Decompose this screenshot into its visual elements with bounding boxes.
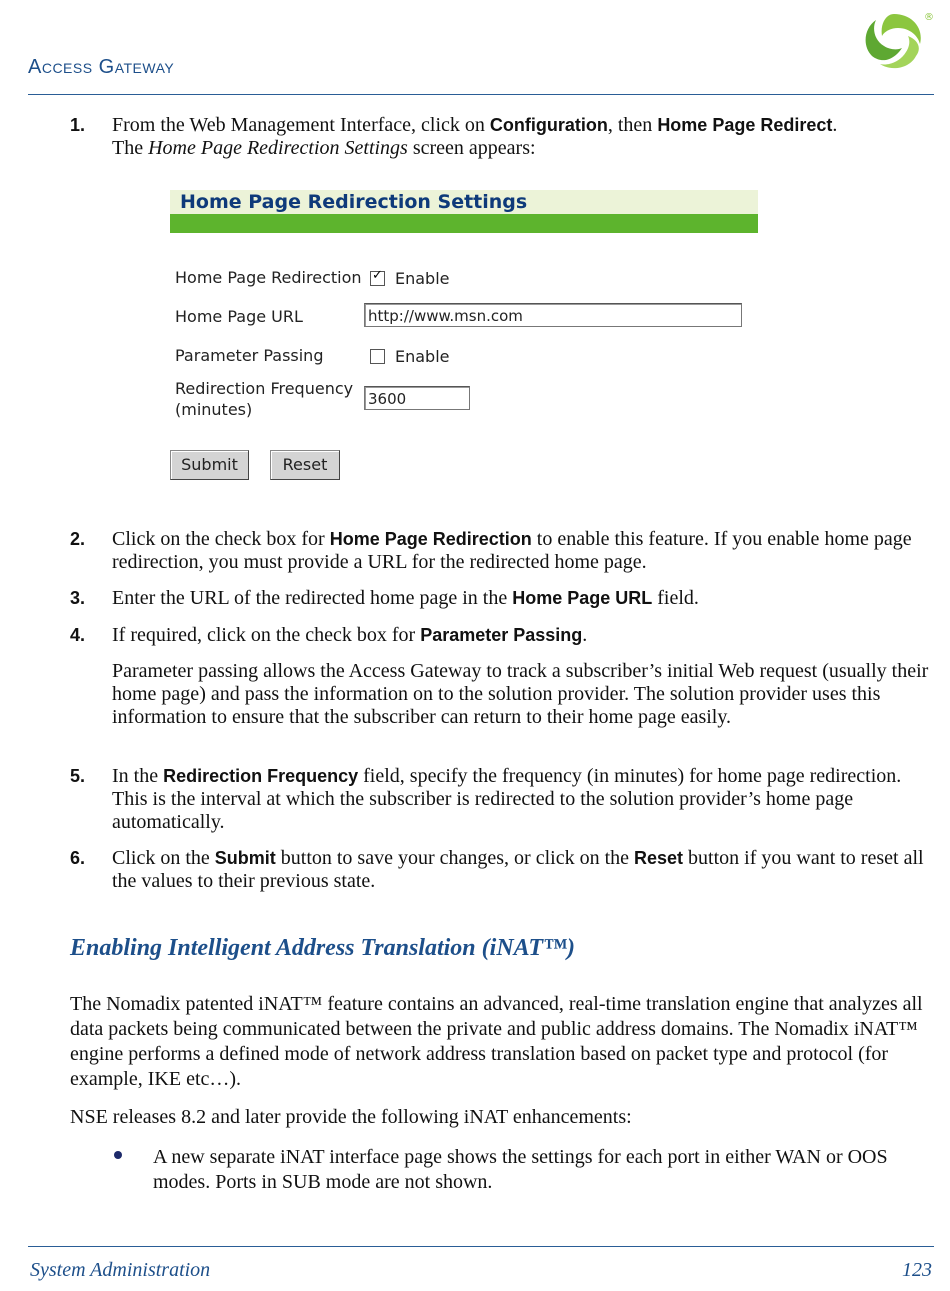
submit-button[interactable]: Submit <box>170 450 249 480</box>
step-number: 5. <box>70 766 86 786</box>
url-label: Home Page URL <box>175 307 303 326</box>
redirection-label: Home Page Redirection <box>175 268 362 287</box>
parameter-passing-checkbox[interactable] <box>370 349 385 364</box>
registered-mark: ® <box>924 12 934 23</box>
step-text: Click on the check box for Home Page Redirection to enable this feature. If you enable home page redirection, you must provide a URL for the redirected home page. <box>112 528 912 573</box>
step-number: 2. <box>70 529 86 549</box>
redirection-enable-label: Enable <box>395 269 450 288</box>
step-text: From the Web Management Interface, click on Configuration, then Home Page Redirect. The Home Page Redirection Settings screen appears: <box>112 114 838 159</box>
param-enable-label: Enable <box>395 347 450 366</box>
bullet-item: A new separate iNAT interface page shows the settings for each port in either WAN or OOS modes. Ports in SUB mode are not shown. <box>153 1146 888 1193</box>
step-text: If required, click on the check box for Parameter Passing. <box>112 624 588 646</box>
footer-section-title: System Administration <box>30 1259 211 1281</box>
footer-rule <box>28 1246 934 1247</box>
step-number: 6. <box>70 848 86 868</box>
reset-button[interactable]: Reset <box>270 450 340 480</box>
step-text: In the Redirection Frequency field, specify the frequency (in minutes) for home page redirection. This is the interval at which the subscriber is redirected to the solution provider’s home page automatically. <box>112 765 902 833</box>
param-label: Parameter Passing <box>175 346 324 365</box>
freq-label-line2: (minutes) <box>175 400 253 419</box>
bullet-icon <box>114 1151 122 1159</box>
step-number: 1. <box>70 115 86 135</box>
inat-description: The Nomadix patented iNAT™ feature contains an advanced, real-time translation engine that analyzes all data packets being communicated between the private and public address domains. The Nomadix iNAT™ engine performs a defined mode of network address translation based on packet type and protocol (for example, IKE etc…). <box>70 993 923 1090</box>
step-text: Enter the URL of the redirected home page in the Home Page URL field. <box>112 587 699 609</box>
home-page-redirection-settings-panel <box>170 190 758 490</box>
panel-title: Home Page Redirection Settings <box>170 190 758 214</box>
page-number: 123 <box>902 1259 932 1281</box>
redirection-checkbox[interactable] <box>370 271 385 286</box>
home-page-url-input[interactable]: http://www.msn.com <box>364 303 742 327</box>
redirection-frequency-input[interactable]: 3600 <box>364 386 470 410</box>
step-1 <box>0 114 930 164</box>
parameter-passing-note: Parameter passing allows the Access Gateway to track a subscriber’s initial Web request (usually their home page) and pass the information on to the solution provider. The solution provider uses this information to ensure that the subscriber can return to their home page easily. <box>112 660 929 728</box>
inat-enhancements-intro: NSE releases 8.2 and later provide the following iNAT enhancements: <box>70 1106 632 1128</box>
nomadix-logo-icon <box>854 6 934 76</box>
section-heading: Enabling Intelligent Address Translation (iNAT™) <box>70 935 575 961</box>
step-number: 3. <box>70 588 86 608</box>
running-header: Access Gateway <box>28 56 175 78</box>
header-rule <box>28 94 934 95</box>
step-number: 4. <box>70 625 86 645</box>
panel-green-bar <box>170 214 758 233</box>
step-text: Click on the Submit button to save your changes, or click on the Reset button if you want to reset all the values to their previous state. <box>112 847 924 892</box>
freq-label-line1: Redirection Frequency <box>175 379 354 398</box>
